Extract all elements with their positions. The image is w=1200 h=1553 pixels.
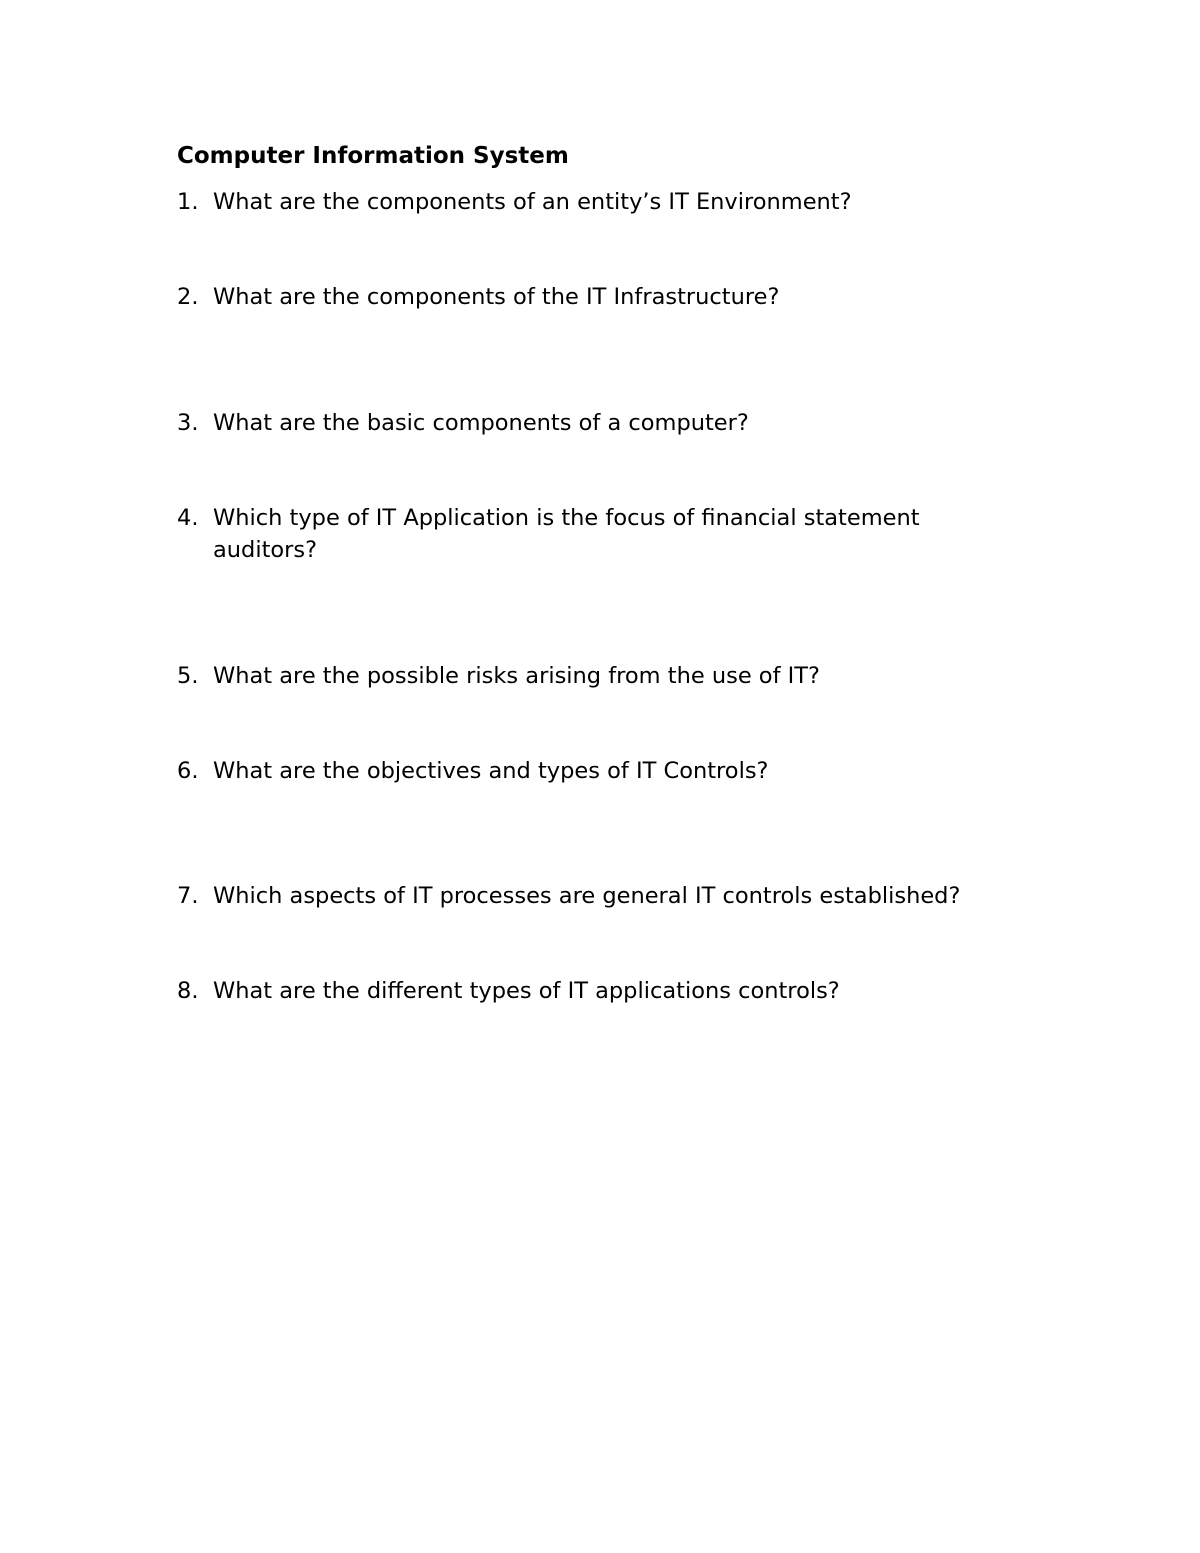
question-item (177, 755, 1007, 787)
question-number: 5. (177, 663, 199, 689)
document-title: Computer Information System (177, 143, 569, 169)
question-text: Which type of IT Application is the focus of financial statement auditors? (213, 505, 920, 563)
question-item (177, 880, 1007, 912)
question-text: What are the components of the IT Infrastructure? (213, 284, 780, 310)
question-number: 8. (177, 978, 199, 1004)
question-text: What are the components of an entity’s IT Environment? (213, 189, 852, 215)
question-number: 2. (177, 284, 199, 310)
question-number: 4. (177, 505, 199, 531)
question-number: 6. (177, 758, 199, 784)
question-item (177, 407, 1007, 439)
question-item (177, 502, 1007, 566)
question-number: 1. (177, 189, 199, 215)
question-item (177, 660, 1007, 692)
question-number: 7. (177, 883, 199, 909)
question-text: Which aspects of IT processes are general IT controls established? (213, 883, 961, 909)
question-text: What are the different types of IT applications controls? (213, 978, 840, 1004)
question-text: What are the basic components of a computer? (213, 410, 749, 436)
question-number: 3. (177, 410, 199, 436)
question-item (177, 975, 1007, 1007)
question-text: What are the possible risks arising from the use of IT? (213, 663, 820, 689)
question-text: What are the objectives and types of IT Controls? (213, 758, 769, 784)
question-item (177, 186, 1007, 218)
question-item (177, 281, 1007, 313)
